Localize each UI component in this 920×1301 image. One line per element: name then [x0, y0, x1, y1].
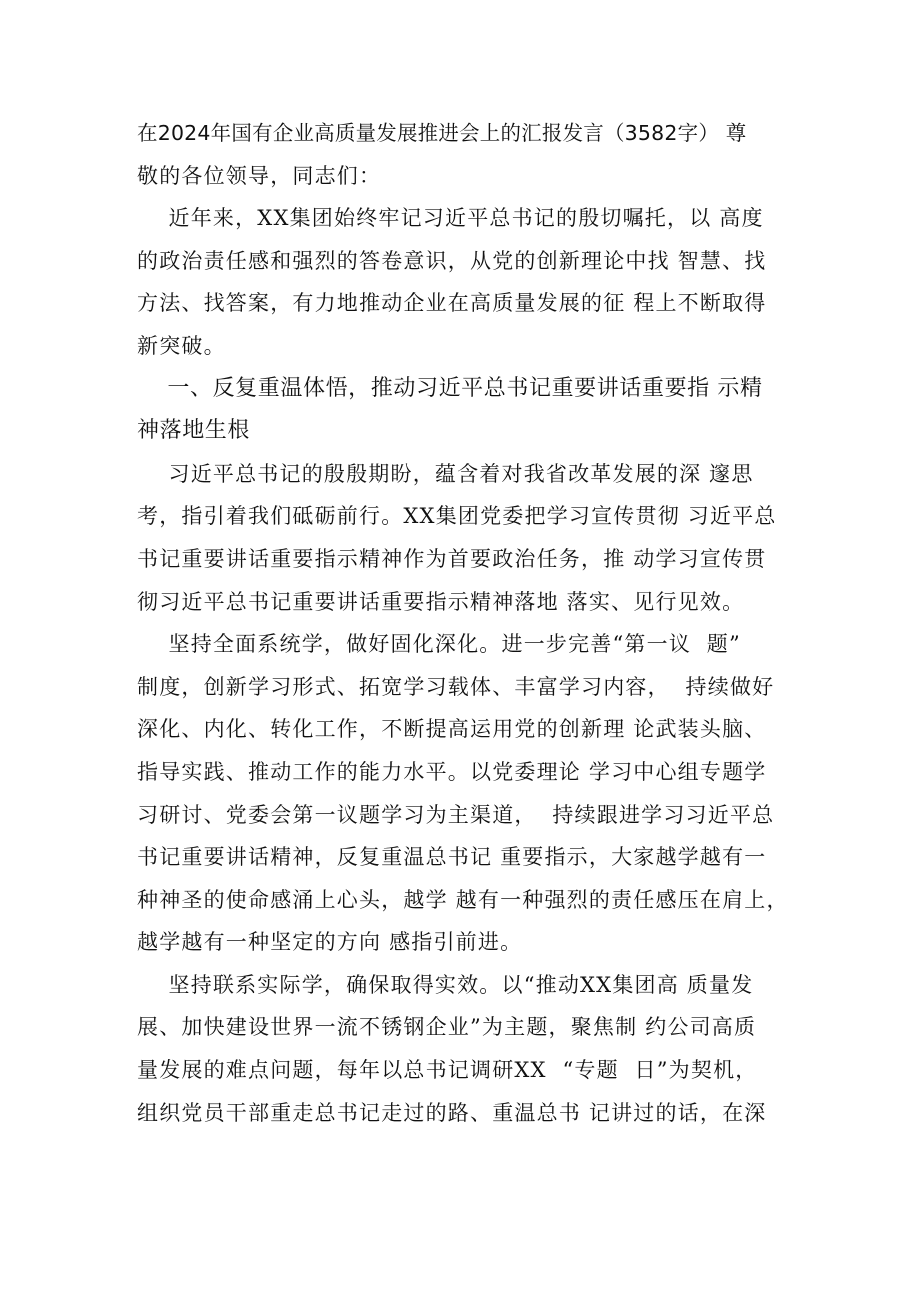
paragraph-line: 种神圣的使命感涌上心头，越学 越有一种强烈的责任感压在肩上， [137, 887, 789, 912]
paragraph-line: 深化、内化、转化工作，不断提高运用党的创新理 论武装头脑、 [137, 717, 767, 742]
paragraph-line: 新突破。 [137, 333, 226, 358]
paragraph-line: 彻习近平总书记重要讲话重要指示精神落地 落实、见行见效。 [137, 589, 745, 614]
paragraph-line: 坚持全面系统学，做好固化深化。进一步完善“第一议 题” [137, 632, 741, 657]
document-title-line-1: 在2024年国有企业高质量发展推进会上的汇报发言（3582字） 尊 [137, 121, 747, 145]
paragraph-line: 方法、找答案，有力地推动企业在高质量发展的征 程上不断取得 [137, 291, 767, 316]
paragraph-line: 坚持联系实际学，确保取得实效。以“推动XX集团高 质量发 [137, 972, 754, 997]
document-body [137, 112, 797, 1134]
paragraph-line: 制度，创新学习形式、拓宽学习载体、丰富学习内容， 持续做好 [137, 674, 775, 699]
paragraph-line: 的政治责任感和强烈的答卷意识，从党的创新理论中找 智慧、找 [137, 248, 767, 273]
document-salutation-line: 敬的各位领导，同志们： [137, 163, 382, 188]
paragraph-line: 书记重要讲话重要指示精神作为首要政治任务，推 动学习宣传贯 [137, 546, 767, 571]
section-heading-line: 一、反复重温体悟，推动习近平总书记重要讲话重要指 示精 [137, 375, 763, 401]
paragraph-line: 近年来，XX集团始终牢记习近平总书记的殷切嘱托，以 高度 [137, 206, 764, 231]
paragraph-line: 习近平总书记的殷殷期盼，蕴含着对我省改革发展的深 邃思 [137, 461, 754, 486]
paragraph-line: 指导实践、推动工作的能力水平。以党委理论 学习中心组专题学 [137, 759, 767, 784]
paragraph-line: 组织党员干部重走总书记走过的路、重温总书 记讲过的话，在深 [137, 1100, 767, 1125]
paragraph-line: 量发展的难点问题，每年以总书记调研XX “专题 日”为契机， [137, 1058, 758, 1083]
paragraph-line: 书记重要讲话精神，反复重温总书记 重要指示，大家越学越有一 [137, 845, 767, 870]
paragraph-line: 越学越有一种坚定的方向 感指引前进。 [137, 930, 523, 955]
paragraph-line: 习研讨、党委会第一议题学习为主渠道， 持续跟进学习习近平总 [137, 802, 775, 827]
section-heading-line: 神落地生根 [137, 418, 251, 444]
paragraph-line: 展、加快建设世界一流不锈钢企业”为主题，聚焦制 约公司高质 [137, 1015, 757, 1040]
paragraph-line: 考，指引着我们砥砺前行。XX集团党委把学习宣传贯彻 习近平总 [137, 504, 777, 529]
